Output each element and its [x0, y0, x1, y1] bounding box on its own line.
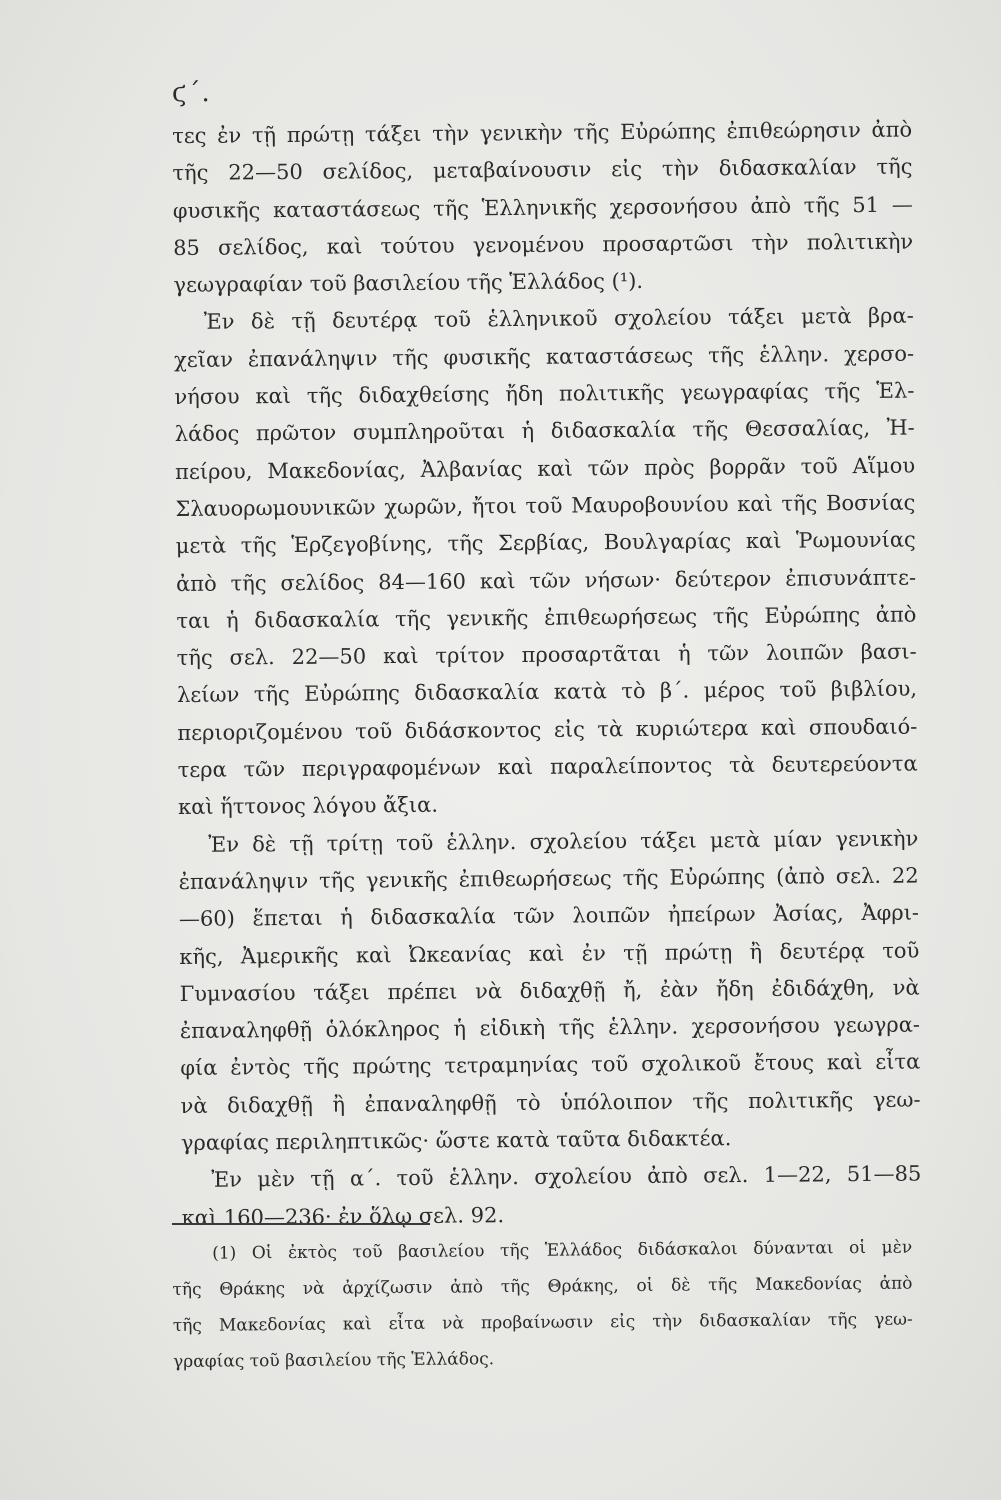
text-line: καὶ 160—236· ἐν ὅλῳ σελ. 92. [181, 1202, 505, 1230]
footnote-line: γραφίας τοῦ βασιλείου τῆς Ἑλλάδος. [173, 1349, 495, 1372]
text-line: νήσου καὶ τῆς διδαχθείσης ἤδη πολιτικῆς γεωγραφίας τῆς Ἑλ- [174, 378, 915, 410]
footnote-divider [172, 1223, 430, 1225]
text-line: Ἐν δὲ τῇ δευτέρᾳ τοῦ ἑλληνικοῦ σχολείου τάξει μετὰ βρα- [203, 304, 914, 335]
page-number: ϛ΄. [172, 78, 211, 108]
footnote-line: (1) Οἱ ἐκτὸς τοῦ βασιλείου τῆς Ἑλλάδος διδάσκαλοι δύνανται οἱ μὲν [212, 1237, 913, 1264]
text-line: ται ἡ διδασκαλία τῆς γενικῆς ἐπιθεωρήσεως τῆς Εὐρώπης ἀπὸ [176, 602, 917, 633]
text-line: ἐπαναληφθῇ ὁλόκληρος ἡ εἰδικὴ τῆς ἑλλην. χερσονήσου γεωγρα- [179, 1012, 921, 1044]
text-line: καὶ ἥττονος λόγου ἄξια. [177, 793, 439, 820]
text-line: φία ἐντὸς τῆς πρώτης τετραμηνίας τοῦ σχολικοῦ ἔτους καὶ εἶτα [180, 1049, 921, 1081]
text-line: περιοριζομένου τοῦ διδάσκοντος εἰς τὰ κυριώτερα καὶ σπουδαιό- [177, 714, 918, 745]
text-line: τῆς σελ. 22—50 καὶ τρίτον προσαρτᾶται ἡ τῶν λοιπῶν βασι- [176, 639, 917, 671]
text-line: —60) ἕπεται ἡ διδασκαλία τῶν λοιπῶν ἠπείρων Ἀσίας, Ἀφρι- [178, 900, 920, 932]
text-line: Ἐν μὲν τῇ α΄. τοῦ ἑλλην. σχολείου ἀπὸ σελ. 1—22, 51—85 [211, 1161, 922, 1193]
footnote [172, 1230, 913, 1380]
text-line: ἐπανάληψιν τῆς γενικῆς ἐπιθεωρήσεως τῆς Εὐρώπης (ἀπὸ σελ. 22 [178, 863, 919, 894]
main-text [172, 112, 922, 1237]
text-line: χεῖαν ἐπανάληψιν τῆς φυσικῆς καταστάσεως τῆς ἑλλην. χερσο- [174, 341, 915, 372]
text-line: τερα τῶν περιγραφομένων καὶ παραλείποντος τὰ δευτερεύοντα [177, 751, 918, 783]
text-line: ἀπὸ τῆς σελίδος 84—160 καὶ τῶν νήσων· δεύτερον ἐπισυνάπτε- [175, 565, 917, 596]
text-line: λείων τῆς Εὐρώπης διδασκαλία κατὰ τὸ β΄. μέρος τοῦ βιβλίου, [176, 676, 918, 708]
footnote-line: τῆς Θράκης νὰ ἀρχίζωσιν ἀπὸ τῆς Θράκης, οἱ δὲ τῆς Μακεδονίας ἀπὸ [172, 1273, 913, 1300]
text-line: τες ἐν τῇ πρώτῃ τάξει τὴν γενικὴν τῆς Εὐρώπης ἐπιθεώρησιν ἀπὸ [172, 117, 913, 148]
text-line: Ἐν δὲ τῇ τρίτῃ τοῦ ἑλλην. σχολείου τάξει μετὰ μίαν γενικὴν [208, 826, 919, 857]
text-line: 85 σελίδος, καὶ τούτου γενομένου προσαρτῶσι τὴν πολιτικὴν [173, 229, 914, 260]
text-line: πείρου, Μακεδονίας, Ἀλβανίας καὶ τῶν πρὸς βορρᾶν τοῦ Αἵμου [174, 453, 916, 484]
text-line: νὰ διδαχθῇ ἢ ἐπαναληφθῇ τὸ ὑπόλοιπον τῆς πολιτικῆς γεω- [180, 1087, 921, 1118]
text-line: Σλαυορωμουνικῶν χωρῶν, ἤτοι τοῦ Μαυροβουνίου καὶ τῆς Βοσνίας [175, 490, 916, 521]
text-line: λάδος πρῶτον συμπληροῦται ἡ διδασκαλία τῆς Θεσσαλίας, Ἠ- [174, 415, 915, 447]
text-line: γραφίας περιληπτικῶς· ὥστε κατὰ ταῦτα διδακτέα. [180, 1126, 732, 1155]
text-line: φυσικῆς καταστάσεως τῆς Ἑλληνικῆς χερσονήσου ἀπὸ τῆς 51 — [172, 192, 913, 223]
text-line: μετὰ τῆς Ἑρζεγοβίνης, τῆς Σερβίας, Βουλγαρίας καὶ Ῥωμουνίας [175, 527, 916, 559]
text-line: κῆς, Ἀμερικῆς καὶ Ὠκεανίας καὶ ἐν τῇ πρώτῃ ἢ δευτέρᾳ τοῦ [179, 938, 920, 969]
footnote-line: τῆς Μακεδονίας καὶ εἶτα νὰ προβαίνωσιν εἰς τὴν διδασκαλίαν τῆς γεω- [172, 1309, 913, 1336]
text-line: γεωγραφίαν τοῦ βασιλείου τῆς Ἑλλάδος (¹). [173, 269, 644, 298]
text-line: τῆς 22—50 σελίδος, μεταβαίνουσιν εἰς τὴν διδασκαλίαν τῆς [172, 154, 913, 186]
text-line: Γυμνασίου τάξει πρέπει νὰ διδαχθῇ ἤ, ἐὰν ἤδη ἐδιδάχθη, νὰ [179, 975, 920, 1006]
